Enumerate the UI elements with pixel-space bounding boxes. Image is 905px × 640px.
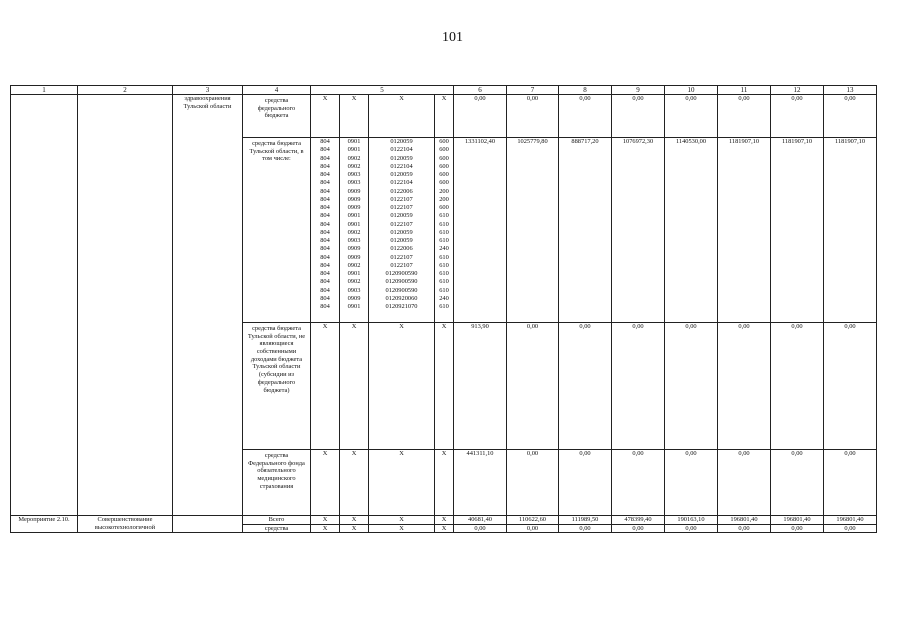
value-cell: 1181907,10 — [771, 138, 824, 323]
code-list-item: 610 — [439, 228, 449, 236]
value-cell: 1181907,10 — [824, 138, 877, 323]
code-cell: X — [435, 450, 454, 516]
code-cell: X — [311, 95, 340, 138]
code-list-item: 0909 — [347, 253, 361, 261]
code-list-item: 0122107 — [390, 204, 413, 211]
code-list-item: 0122104 — [390, 162, 413, 170]
event-number: Мероприятие 2.10. — [11, 516, 78, 533]
code-list-item: 804 — [320, 261, 330, 269]
value-cell: 0,00 — [612, 524, 665, 533]
value-cell: 0,00 — [665, 524, 718, 533]
value-cell: 1076972,30 — [612, 138, 665, 323]
value-cell: 196801,40 — [771, 516, 824, 525]
value-cell: 40681,40 — [454, 516, 507, 525]
code-list-item: 610 — [439, 303, 449, 310]
header-cell: 10 — [665, 86, 718, 95]
code-list-item: 804 — [320, 138, 330, 145]
code-list-item: 0902 — [347, 228, 361, 236]
code-cell: X — [435, 524, 454, 533]
value-cell: 0,00 — [665, 95, 718, 138]
header-cell: 6 — [454, 86, 507, 95]
value-cell: 441311,10 — [454, 450, 507, 516]
value-cell: 0,00 — [507, 450, 559, 516]
header-cell: 4 — [243, 86, 311, 95]
col3-cell: здравоохранения Тульской области — [173, 95, 243, 516]
code-cell: X — [340, 95, 369, 138]
value-cell: 0,00 — [824, 450, 877, 516]
value-cell: 0,00 — [771, 95, 824, 138]
code-list-item: 0909 — [347, 245, 361, 253]
code-list-item: 804 — [320, 228, 330, 236]
value-cell: 0,00 — [824, 95, 877, 138]
table-row — [11, 516, 877, 525]
code-list-item: 0901 — [347, 138, 361, 145]
code-list-item: 0120059 — [390, 154, 413, 162]
value-cell: 0,00 — [665, 323, 718, 450]
code-list-item: 0901 — [347, 212, 361, 220]
code-list-item: 0902 — [347, 154, 361, 162]
value-cell: 196801,40 — [824, 516, 877, 525]
code-list-item: 0120920060 — [385, 294, 418, 302]
code-cell: X — [311, 516, 340, 525]
code-list-item: 610 — [439, 253, 449, 261]
value-cell: 0,00 — [454, 95, 507, 138]
code-list-item: 0120059 — [390, 228, 413, 236]
header-cell: 1 — [11, 86, 78, 95]
value-cell: 1140530,00 — [665, 138, 718, 323]
value-cell: 0,00 — [454, 524, 507, 533]
value-cell: 0,00 — [771, 450, 824, 516]
code-list-item: 0901 — [347, 303, 361, 310]
budget-table — [10, 85, 877, 533]
code-cell: X — [340, 516, 369, 525]
value-cell: 0,00 — [612, 450, 665, 516]
event-name: Совершенствование высокотехнологичной — [78, 516, 173, 533]
code-cell: X — [435, 95, 454, 138]
code-cell: X — [311, 450, 340, 516]
code-list-item: 0902 — [347, 162, 361, 170]
source-cell: средства бюджета Тульской области, в том числе: — [243, 138, 311, 323]
code-list-item: 600 — [439, 179, 449, 187]
header-cell: 9 — [612, 86, 665, 95]
code-list-item: 804 — [320, 162, 330, 170]
code-list-item: 600 — [439, 146, 449, 154]
col1-cell — [11, 95, 78, 516]
value-cell: 0,00 — [718, 95, 771, 138]
code-cell: X — [340, 524, 369, 533]
value-cell: 0,00 — [718, 323, 771, 450]
header-cell: 2 — [78, 86, 173, 95]
code-list-item: 0120900590 — [385, 286, 418, 294]
code-list-item: 0909 — [347, 187, 361, 195]
value-cell: 0,00 — [771, 524, 824, 533]
code-cell: X — [340, 450, 369, 516]
page-number: 101 — [442, 30, 463, 45]
value-cell: 111989,50 — [559, 516, 612, 525]
code-list-item: 600 — [439, 204, 449, 211]
csr-code-list — [369, 138, 435, 323]
header-cell: 8 — [559, 86, 612, 95]
code-list-item: 804 — [320, 286, 330, 294]
value-cell: 0,00 — [507, 524, 559, 533]
value-cell: 0,00 — [612, 323, 665, 450]
code-list-item: 804 — [320, 154, 330, 162]
code-list-item: 0909 — [347, 294, 361, 302]
value-cell: 0,00 — [559, 323, 612, 450]
rzpr-code-list — [340, 138, 369, 323]
code-list-item: 610 — [439, 261, 449, 269]
table-row — [11, 95, 877, 138]
code-list-item: 804 — [320, 171, 330, 178]
code-list-item: 0903 — [347, 171, 361, 178]
header-cell: 12 — [771, 86, 824, 95]
code-list-item: 0909 — [347, 195, 361, 203]
code-list-item: 0120921070 — [385, 303, 418, 310]
value-cell: 0,00 — [771, 323, 824, 450]
value-cell: 196801,40 — [718, 516, 771, 525]
source-cell: Всего — [243, 516, 311, 525]
value-cell: 0,00 — [507, 323, 559, 450]
value-cell: 1025779,80 — [507, 138, 559, 323]
vr-code-list — [435, 138, 454, 323]
col2-cell — [78, 95, 173, 516]
source-cell: средства Федерального фонда обязательного медицинского страхования — [243, 450, 311, 516]
value-cell: 0,00 — [665, 450, 718, 516]
code-list-item: 610 — [439, 212, 449, 220]
value-cell: 0,00 — [718, 524, 771, 533]
code-list-item: 0122006 — [390, 245, 413, 253]
value-cell: 0,00 — [612, 95, 665, 138]
source-cell: средства бюджета Тульской области, не являющиеся собственными доходами бюджета Тульской области (субсидии из федерального бюджета) — [243, 323, 311, 450]
code-cell: X — [369, 450, 435, 516]
value-cell: 1331102,40 — [454, 138, 507, 323]
code-list-item: 0122107 — [390, 220, 413, 228]
value-cell: 0,00 — [559, 524, 612, 533]
code-list-item: 804 — [320, 146, 330, 154]
code-list-item: 804 — [320, 179, 330, 187]
code-list-item: 0120059 — [390, 212, 413, 220]
value-cell: 0,00 — [507, 95, 559, 138]
code-list-item: 804 — [320, 303, 330, 310]
code-list-item: 0901 — [347, 270, 361, 277]
header-cell: 13 — [824, 86, 877, 95]
source-cell: средства — [243, 524, 311, 533]
code-list-item: 0120059 — [390, 171, 413, 178]
header-row — [11, 86, 877, 95]
code-list-item: 0903 — [347, 286, 361, 294]
code-list-item: 804 — [320, 212, 330, 220]
code-list-item: 804 — [320, 204, 330, 211]
code-list-item: 0120900590 — [385, 270, 418, 277]
source-cell: средства федерального бюджета — [243, 95, 311, 138]
value-cell: 0,00 — [824, 323, 877, 450]
code-list-item: 804 — [320, 245, 330, 253]
code-list-item: 0120900590 — [385, 278, 418, 286]
code-list-item: 200 — [439, 187, 449, 195]
code-list-item: 0903 — [347, 179, 361, 187]
code-list-item: 804 — [320, 195, 330, 203]
header-cell: 11 — [718, 86, 771, 95]
header-cell: 3 — [173, 86, 243, 95]
code-list-item: 240 — [439, 245, 449, 253]
code-list-item: 600 — [439, 138, 449, 145]
value-cell: 1181907,10 — [718, 138, 771, 323]
code-list-item: 600 — [439, 171, 449, 178]
code-cell: X — [311, 524, 340, 533]
code-cell: X — [435, 323, 454, 450]
grbs-code-list — [311, 138, 340, 323]
value-cell: 110622,60 — [507, 516, 559, 525]
code-list-item: 804 — [320, 278, 330, 286]
code-cell: X — [340, 323, 369, 450]
code-list-item: 0120059 — [390, 138, 413, 145]
code-list-item: 0909 — [347, 204, 361, 211]
code-list-item: 600 — [439, 162, 449, 170]
code-list-item: 600 — [439, 154, 449, 162]
value-cell: 0,00 — [718, 450, 771, 516]
header-cell: 7 — [507, 86, 559, 95]
value-cell: 0,00 — [559, 95, 612, 138]
code-list-item: 610 — [439, 278, 449, 286]
code-list-item: 0122107 — [390, 253, 413, 261]
code-list-item: 804 — [320, 237, 330, 244]
code-list-item: 610 — [439, 237, 449, 244]
code-list-item: 804 — [320, 220, 330, 228]
code-list-item: 0901 — [347, 220, 361, 228]
code-list-item: 0122006 — [390, 187, 413, 195]
code-list-item: 610 — [439, 286, 449, 294]
code-cell: X — [311, 323, 340, 450]
value-cell: 888717,20 — [559, 138, 612, 323]
code-list-item: 0122107 — [390, 261, 413, 269]
code-list-item: 0122104 — [390, 179, 413, 187]
code-list-item: 240 — [439, 294, 449, 302]
code-cell: X — [369, 516, 435, 525]
code-list-item: 804 — [320, 270, 330, 277]
code-cell: X — [369, 524, 435, 533]
code-list-item: 804 — [320, 294, 330, 302]
code-list-item: 0901 — [347, 146, 361, 154]
code-list-item: 0903 — [347, 237, 361, 244]
code-cell: X — [369, 323, 435, 450]
value-cell: 190163,10 — [665, 516, 718, 525]
value-cell: 478399,40 — [612, 516, 665, 525]
code-cell: X — [435, 516, 454, 525]
code-list-item: 0122107 — [390, 195, 413, 203]
value-cell: 0,00 — [824, 524, 877, 533]
value-cell: 913,90 — [454, 323, 507, 450]
code-list-item: 0902 — [347, 261, 361, 269]
code-list-item: 0122104 — [390, 146, 413, 154]
value-cell: 0,00 — [559, 450, 612, 516]
code-list-item: 610 — [439, 270, 449, 277]
code-cell: X — [369, 95, 435, 138]
code-list-item: 804 — [320, 253, 330, 261]
code-list-item: 200 — [439, 195, 449, 203]
code-list-item: 0902 — [347, 278, 361, 286]
header-cell: 5 — [311, 86, 454, 95]
col3-cell — [173, 516, 243, 533]
code-list-item: 804 — [320, 187, 330, 195]
code-list-item: 610 — [439, 220, 449, 228]
code-list-item: 0120059 — [390, 237, 413, 244]
